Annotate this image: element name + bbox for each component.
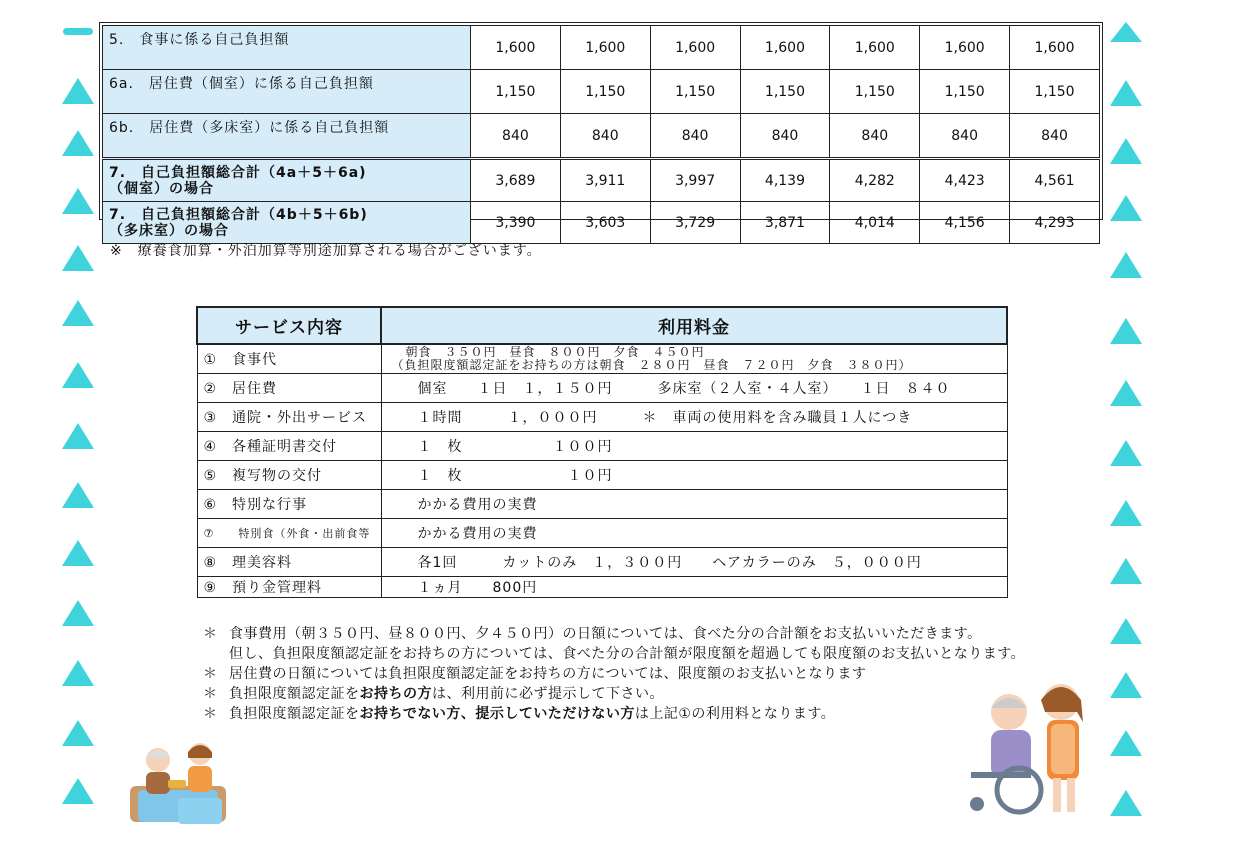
cell: 3,390 xyxy=(471,202,561,244)
row-label: 6b. 居住費（多床室）に係る自己負担額 xyxy=(103,114,471,159)
service-item: ⑨ 預り金管理料 xyxy=(197,577,381,598)
service-item: ② 居住費 xyxy=(197,374,381,403)
service-item: ⑧ 理美容料 xyxy=(197,548,381,577)
cell: 1,600 xyxy=(650,26,740,70)
table-row xyxy=(197,490,1007,519)
header-fee: 利用料金 xyxy=(381,307,1007,344)
table-row xyxy=(197,548,1007,577)
cell: 840 xyxy=(471,114,561,159)
table-row xyxy=(197,519,1007,548)
border-triangle xyxy=(1110,440,1142,466)
cell: 4,156 xyxy=(920,202,1010,244)
border-triangle xyxy=(62,720,94,746)
border-triangle xyxy=(62,78,94,104)
border-triangle xyxy=(1110,318,1142,344)
border-triangle xyxy=(1110,80,1142,106)
row-label: 6a. 居住費（個室）に係る自己負担額 xyxy=(103,70,471,114)
label-line: （個室）の場合 xyxy=(109,180,214,197)
service-fee: １ヵ月 800円 xyxy=(381,577,1007,598)
cell: 1,150 xyxy=(1010,70,1100,114)
cost-table xyxy=(102,25,1100,244)
footnote-emphasis: お持ちの方 xyxy=(359,686,432,702)
footnote-text: 食事費用（朝３５０円、昼８００円、夕４５０円）の日額については、食べた分の合計額をお支払いいただきます。 xyxy=(229,626,982,642)
cell: 1,150 xyxy=(471,70,561,114)
border-triangle xyxy=(62,188,94,214)
border-triangle xyxy=(1110,618,1142,644)
label-line: （多床室）の場合 xyxy=(109,222,229,239)
cell: 4,014 xyxy=(830,202,920,244)
footnote xyxy=(203,704,1025,724)
border-triangle xyxy=(62,245,94,271)
row-label xyxy=(103,202,471,244)
service-fee: 個室 １日 １，１５０円 多床室（２人室・４人室） １日 ８４０ xyxy=(381,374,1007,403)
header-service: サービス内容 xyxy=(197,307,381,344)
service-fee: １ 枚 １００円 xyxy=(381,432,1007,461)
cell: 840 xyxy=(830,114,920,159)
table-row xyxy=(197,403,1007,432)
cell: 840 xyxy=(560,114,650,159)
border-triangle xyxy=(62,362,94,388)
cell: 1,150 xyxy=(650,70,740,114)
cell: 3,689 xyxy=(471,159,561,202)
fee-line: 朝食 ３５０円 昼食 ８００円 夕食 ４５０円 xyxy=(405,345,705,359)
service-fee: １時間 １，０００円 ＊ 車両の使用料を含み職員１人につき xyxy=(381,403,1007,432)
service-item: ⑤ 複写物の交付 xyxy=(197,461,381,490)
border-dash-left xyxy=(63,28,93,35)
cell: 840 xyxy=(1010,114,1100,159)
border-triangle xyxy=(1110,558,1142,584)
table-row-total xyxy=(103,202,1100,244)
footnote-emphasis: お持ちでない方、提示していただけない方 xyxy=(359,706,635,722)
footnote xyxy=(203,664,1025,684)
table-row xyxy=(197,344,1007,374)
cell: 840 xyxy=(740,114,830,159)
border-triangle xyxy=(1110,252,1142,278)
row-label xyxy=(103,159,471,202)
cell: 4,282 xyxy=(830,159,920,202)
cell: 1,150 xyxy=(560,70,650,114)
table-row xyxy=(197,432,1007,461)
footnote-text: 負担限度額認定証を xyxy=(229,706,360,722)
service-fee: １ 枚 １０円 xyxy=(381,461,1007,490)
cell: 1,600 xyxy=(740,26,830,70)
footnote-text: 居住費の日額については負担限度額認定証をお持ちの方については、限度額のお支払いとなります xyxy=(229,666,867,682)
cell: 1,600 xyxy=(920,26,1010,70)
label-line: 7. 自己負担額総合計（4a＋5＋6a) xyxy=(109,164,367,181)
cell: 840 xyxy=(920,114,1010,159)
service-item: ④ 各種証明書交付 xyxy=(197,432,381,461)
service-item: ⑥ 特別な行事 xyxy=(197,490,381,519)
cell: 1,600 xyxy=(560,26,650,70)
cell: 3,871 xyxy=(740,202,830,244)
border-triangle xyxy=(1110,380,1142,406)
cell: 4,561 xyxy=(1010,159,1100,202)
border-triangle xyxy=(62,300,94,326)
service-fee: かかる費用の実費 xyxy=(381,519,1007,548)
footnote xyxy=(203,644,1025,664)
border-triangle xyxy=(1110,730,1142,756)
footnote xyxy=(203,684,1025,704)
cell: 840 xyxy=(650,114,740,159)
border-triangle xyxy=(1110,672,1142,698)
cell: 4,139 xyxy=(740,159,830,202)
border-triangle xyxy=(62,482,94,508)
service-item: ⑦ 特別食（外食・出前食等 xyxy=(197,519,381,548)
cell: 1,600 xyxy=(1010,26,1100,70)
table-row-total xyxy=(103,159,1100,202)
service-fee: かかる費用の実費 xyxy=(381,490,1007,519)
cell: 1,150 xyxy=(920,70,1010,114)
table-row xyxy=(197,374,1007,403)
row-label: 5. 食事に係る自己負担額 xyxy=(103,26,471,70)
service-fee xyxy=(381,344,1007,374)
border-triangle xyxy=(1110,790,1142,816)
service-fee-table xyxy=(196,306,1008,598)
asterisk: ＊ xyxy=(203,686,218,702)
cell: 1,600 xyxy=(471,26,561,70)
asterisk: ＊ xyxy=(203,706,218,722)
footnotes xyxy=(203,624,1025,724)
label-line: 7. 自己負担額総合計（4b＋5＋6b) xyxy=(109,206,368,223)
cell: 4,293 xyxy=(1010,202,1100,244)
wheelchair-caregiver-illustration xyxy=(957,672,1107,820)
cell: 3,997 xyxy=(650,159,740,202)
service-fee: 各1回 カットのみ １，３００円 ヘアカラーのみ ５，０００円 xyxy=(381,548,1007,577)
border-triangle xyxy=(62,540,94,566)
border-triangle xyxy=(1110,138,1142,164)
footnote-text: は上記①の利用料となります。 xyxy=(634,706,836,722)
table-row xyxy=(103,114,1100,159)
service-item: ① 食事代 xyxy=(197,344,381,374)
cell: 3,603 xyxy=(560,202,650,244)
border-triangle xyxy=(1110,195,1142,221)
cell: 1,600 xyxy=(830,26,920,70)
footnote xyxy=(203,624,1025,644)
service-item: ③ 通院・外出サービス xyxy=(197,403,381,432)
cell: 3,911 xyxy=(560,159,650,202)
table-row xyxy=(197,461,1007,490)
caregiver-bed-illustration xyxy=(128,738,228,830)
table-row xyxy=(197,577,1007,598)
border-triangle xyxy=(62,660,94,686)
border-triangle xyxy=(62,423,94,449)
table-row xyxy=(103,26,1100,70)
footnote-text: は、利用前に必ず提示して下さい。 xyxy=(432,686,664,702)
footnote-text: 但し、負担限度額認定証をお持ちの方については、食べた分の合計額が限度額を超過しても限度額のお支払いとなります。 xyxy=(229,646,1026,662)
asterisk: ＊ xyxy=(203,626,218,642)
border-triangle xyxy=(62,130,94,156)
border-triangle xyxy=(1110,22,1142,42)
cell: 1,150 xyxy=(740,70,830,114)
border-triangle xyxy=(62,778,94,804)
asterisk: ＊ xyxy=(203,666,218,682)
table-row xyxy=(103,70,1100,114)
cell: 3,729 xyxy=(650,202,740,244)
border-triangle xyxy=(1110,500,1142,526)
border-triangle xyxy=(62,600,94,626)
cell: 4,423 xyxy=(920,159,1010,202)
fee-line: （負担限度額認定証をお持ちの方は朝食 ２８０円 昼食 ７２０円 夕食 ３８０円） xyxy=(391,358,912,372)
cell: 1,150 xyxy=(830,70,920,114)
table-header-row xyxy=(197,307,1007,344)
surcharge-note: ※ 療養食加算・外泊加算等別途加算される場合がございます。 xyxy=(110,243,542,259)
footnote-text: 負担限度額認定証を xyxy=(229,686,360,702)
